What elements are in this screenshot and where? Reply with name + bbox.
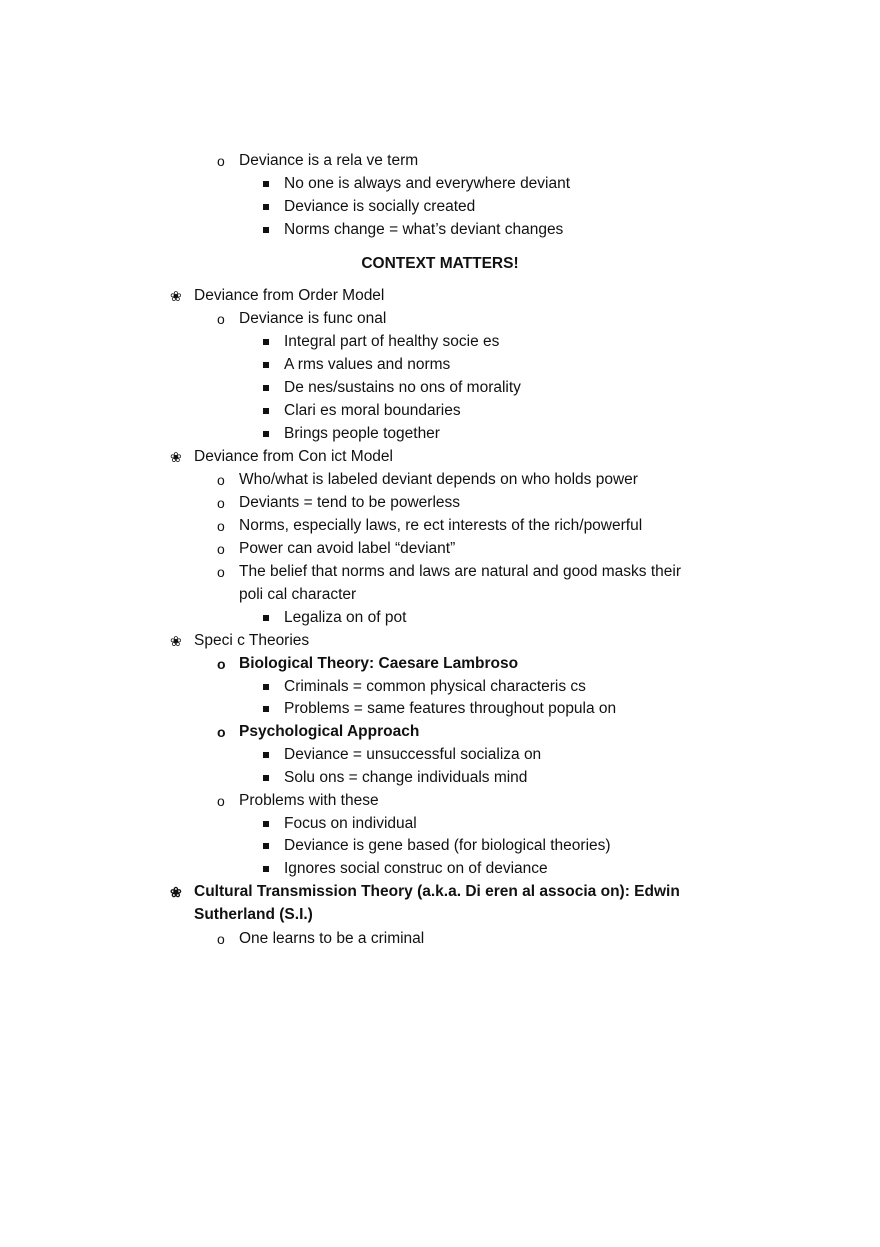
square-bullet-icon — [263, 866, 269, 872]
circle-bullet-icon: o — [217, 656, 226, 672]
flourish-bullet-icon: ❀ — [170, 288, 182, 304]
outline-item-level-4 — [239, 584, 356, 606]
outline-item-level-3 — [284, 400, 461, 422]
outline-item-level-3 — [284, 835, 611, 857]
circle-bullet-icon: o — [217, 564, 225, 580]
square-bullet-icon — [263, 431, 269, 437]
outline-item-level-1 — [170, 630, 310, 652]
outline-item-level-2 — [217, 492, 461, 514]
outline-item-level-5 — [194, 904, 313, 926]
outline-item-level-3 — [284, 813, 417, 835]
square-bullet-icon — [263, 706, 269, 712]
flourish-bullet-icon: ❀ — [170, 633, 182, 649]
section-heading: CONTEXT MATTERS! — [361, 255, 519, 272]
outline-item-text: poli cal character — [239, 586, 357, 603]
outline-item-text: Deviance is socially created — [284, 198, 476, 215]
outline-item-text: Biological Theory: Caesare Lambroso — [239, 655, 519, 672]
outline-item-text: Deviance = unsuccessful socializa on — [284, 746, 542, 763]
outline-item-text: No one is always and everywhere deviant — [284, 175, 571, 192]
outline-item-level-3 — [284, 354, 450, 376]
outline-item-level-2 — [217, 308, 387, 330]
outline-item-text: Deviance from Con ict Model — [194, 448, 393, 465]
outline-item-text: Brings people together — [284, 425, 440, 442]
outline-item-text: Problems with these — [239, 792, 379, 809]
outline-item-text: Deviants = tend to be powerless — [239, 494, 461, 511]
outline-item-level-2 — [217, 150, 419, 172]
outline-item-level-3 — [284, 423, 440, 445]
outline-item-text: The belief that norms and laws are natural and good masks their — [239, 563, 681, 580]
outline-item-text: Power can avoid label “deviant” — [239, 540, 456, 557]
outline-item-level-1 — [170, 446, 393, 468]
outline-item-level-2 — [217, 561, 681, 583]
outline-item-text: Integral part of healthy socie es — [284, 333, 500, 350]
circle-bullet-icon: o — [217, 793, 225, 809]
outline-item-text: Problems = same features throughout popula on — [284, 700, 617, 717]
outline-item-level-2 — [217, 515, 643, 537]
outline-item-level-3 — [284, 173, 570, 195]
square-bullet-icon — [263, 843, 269, 849]
square-bullet-icon — [263, 752, 269, 758]
outline-item-text: Deviance is a rela ve term — [239, 152, 419, 169]
outline-item-text: Focus on individual — [284, 815, 417, 832]
outline-item-level-2 — [217, 538, 456, 560]
flourish-bullet-icon: ❀ — [170, 449, 182, 465]
outline-item-level-3 — [284, 676, 586, 698]
square-bullet-icon — [263, 339, 269, 345]
square-bullet-icon — [263, 362, 269, 368]
outline-item-text: Sutherland (S.I.) — [194, 906, 313, 923]
outline-item-level-2 — [217, 653, 519, 675]
square-bullet-icon — [263, 385, 269, 391]
outline-item-text: Cultural Transmission Theory (a.k.a. Di eren al associa on): Edwin — [194, 883, 680, 900]
outline-item-text: Legaliza on of pot — [284, 609, 407, 626]
circle-bullet-icon: o — [217, 495, 225, 511]
outline-item-level-3 — [284, 858, 548, 880]
outline-item-level-3 — [284, 196, 475, 218]
circle-bullet-icon: o — [217, 311, 225, 327]
square-bullet-icon — [263, 181, 269, 187]
outline-item-level-2 — [217, 721, 420, 743]
outline-item-level-2 — [217, 469, 638, 491]
square-bullet-icon — [263, 408, 269, 414]
outline-item-level-3 — [284, 698, 616, 720]
square-bullet-icon — [263, 615, 269, 621]
outline-item-text: Speci c Theories — [194, 632, 310, 649]
square-bullet-icon — [263, 227, 269, 233]
outline-item-level-3 — [284, 331, 499, 353]
outline-item-text: Deviance is gene based (for biological theories) — [284, 837, 611, 854]
outline-item-level-3 — [284, 767, 527, 789]
circle-bullet-icon: o — [217, 931, 225, 947]
outline-item-level-2 — [217, 790, 379, 812]
outline-item-level-1 — [170, 881, 680, 903]
outline-item-text: Who/what is labeled deviant depends on who holds power — [239, 471, 638, 488]
outline-item-text: Norms, especially laws, re ect interests of the rich/powerful — [239, 517, 643, 534]
outline-item-text: Deviance from Order Model — [194, 287, 385, 304]
flourish-bullet-icon: ❀ — [170, 884, 182, 900]
circle-bullet-icon: o — [217, 472, 225, 488]
square-bullet-icon — [263, 684, 269, 690]
circle-bullet-icon: o — [217, 724, 226, 740]
outline-item-level-3 — [284, 607, 406, 629]
square-bullet-icon — [263, 204, 269, 210]
outline-item-level-1 — [170, 285, 385, 307]
square-bullet-icon — [263, 775, 269, 781]
outline-item-text: Criminals = common physical characteris cs — [284, 678, 586, 695]
outline-item-text: Clari es moral boundaries — [284, 402, 461, 419]
circle-bullet-icon: o — [217, 518, 225, 534]
outline-item-text: Norms change = what’s deviant changes — [284, 221, 564, 238]
outline-item-text: Deviance is func onal — [239, 310, 387, 327]
outline-item-text: A rms values and norms — [284, 356, 451, 373]
circle-bullet-icon: o — [217, 541, 225, 557]
outline-item-level-3 — [284, 744, 541, 766]
square-bullet-icon — [263, 821, 269, 827]
outline-item-level-2 — [217, 928, 425, 950]
circle-bullet-icon: o — [217, 153, 225, 169]
outline-item-text: Ignores social construc on of deviance — [284, 860, 548, 877]
outline-item-level-3 — [284, 377, 521, 399]
outline-item-text: Solu ons = change individuals mind — [284, 769, 528, 786]
outline-item-text: De nes/sustains no ons of morality — [284, 379, 521, 396]
outline-item-text: Psychological Approach — [239, 723, 420, 740]
outline-item-text: One learns to be a criminal — [239, 930, 425, 947]
outline-item-level-3 — [284, 219, 563, 241]
